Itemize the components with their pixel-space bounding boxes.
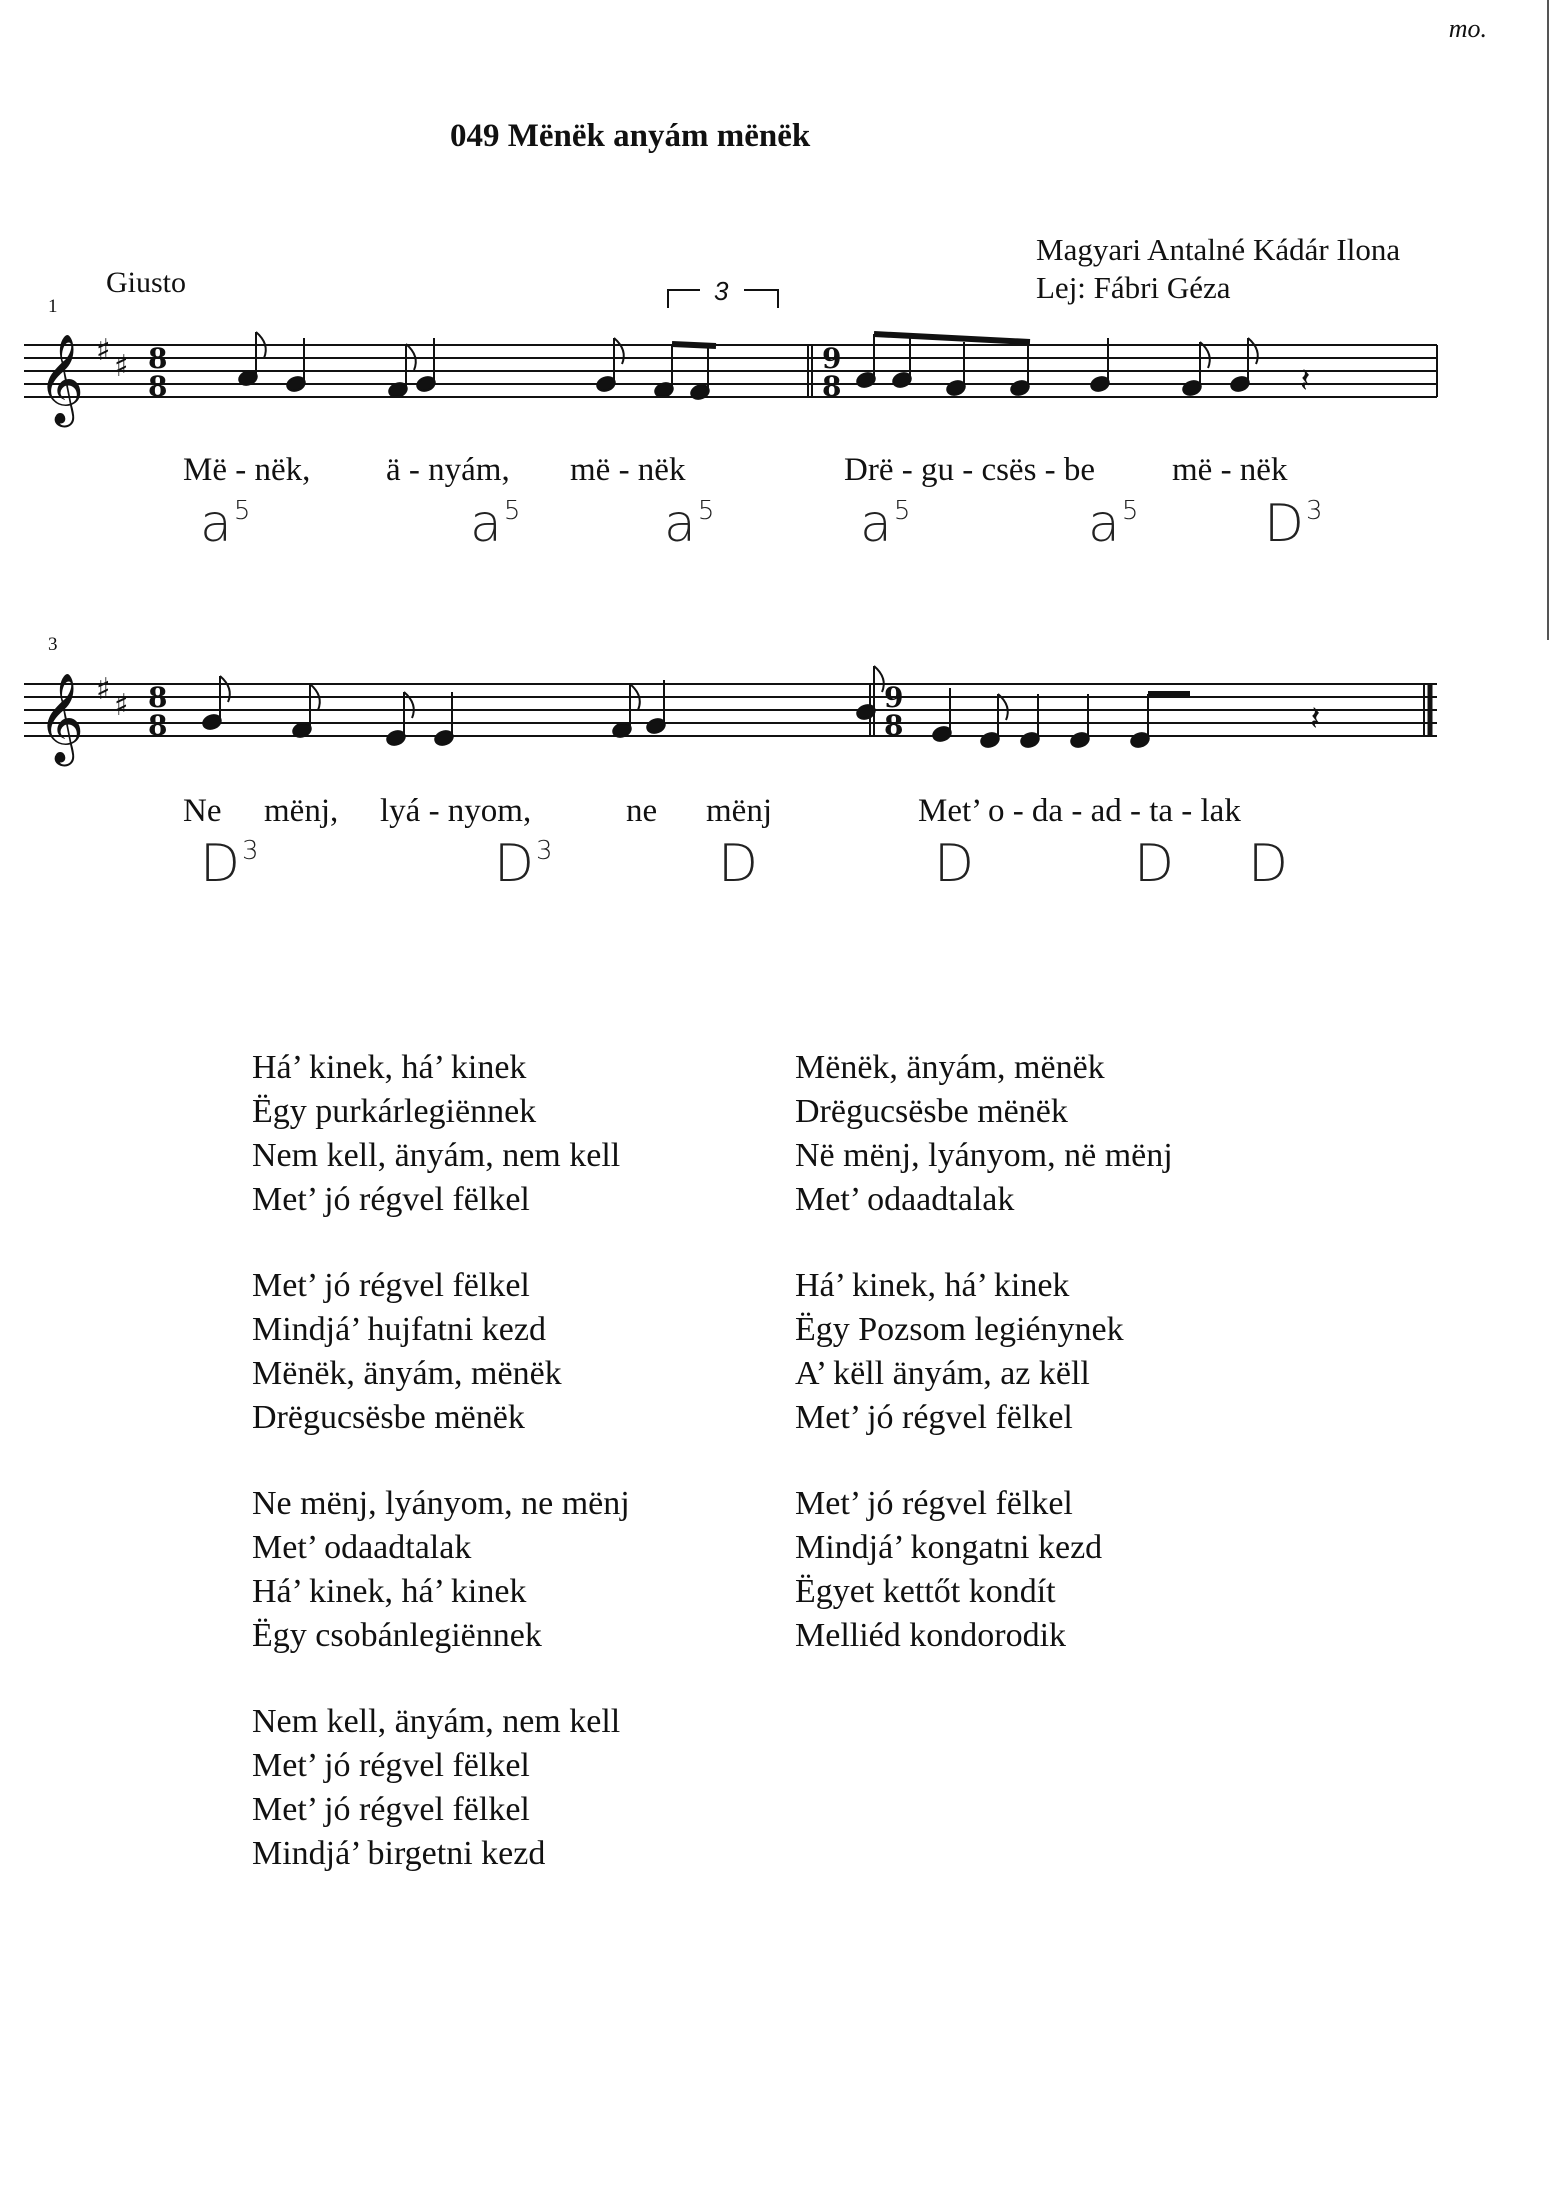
lyric-syllable: më - nëk <box>1172 452 1288 488</box>
sharp-icon: ♯ <box>96 333 111 368</box>
stanza <box>252 1046 630 1222</box>
note-flag <box>220 676 230 702</box>
note-flag <box>1248 338 1258 364</box>
performer-credit: Magyari Antalné Kádár Ilona <box>1036 232 1401 267</box>
staff-line-1 <box>24 345 1437 397</box>
chord-symbol: D <box>718 834 759 894</box>
chord-symbol: $a^5$ <box>860 494 911 554</box>
verse-line: Mënëk, änyám, mënëk <box>252 1355 562 1392</box>
lyric-syllable: Më - nëk, <box>183 452 311 488</box>
verse-line: Há’ kinek, há’ kinek <box>252 1049 527 1086</box>
stanza <box>795 1046 1173 1222</box>
verse-line: Ëgy csobánlegiënnek <box>252 1617 542 1654</box>
verse-line: Met’ odaadtalak <box>252 1529 472 1566</box>
verse-line: Ëgy purkárlegiënnek <box>252 1093 537 1130</box>
chord-symbol: $a^5$ <box>470 494 521 554</box>
stanza <box>252 1264 630 1440</box>
verse-line: Melliéd kondorodik <box>795 1617 1067 1654</box>
lyric-syllable: mënj <box>706 793 772 829</box>
verse-line: Mindjá’ kongatni kezd <box>795 1529 1103 1566</box>
time-signature: 8 <box>822 370 842 403</box>
sharp-icon: ♯ <box>114 688 129 723</box>
staff-line-2 <box>24 684 1437 736</box>
verse-line: Mënëk, änyám, mënëk <box>795 1049 1105 1086</box>
verse-line: Met’ jó régvel fëlkel <box>252 1791 530 1828</box>
stanza <box>795 1482 1173 1658</box>
chord-symbol: $D^3$ <box>494 834 553 894</box>
time-signature: 9 <box>884 681 904 714</box>
note-flag <box>614 338 624 364</box>
lyric-syllable: ne <box>626 793 658 829</box>
verse-column-right <box>795 1046 1173 1658</box>
chord-symbol: $a^5$ <box>1088 494 1139 554</box>
verse-line: Ëgy Pozsom legiénynek <box>795 1311 1124 1348</box>
time-signature: 9 <box>822 342 842 375</box>
tuplet-number: 3 <box>714 276 729 306</box>
time-signature: 8 <box>148 681 168 714</box>
note-beam <box>874 334 1030 342</box>
time-signature: 8 <box>884 709 904 742</box>
lyric-syllable: ä - nyám, <box>386 452 510 488</box>
quarter-rest-icon: 𝄽 <box>1310 699 1321 739</box>
verse-line: Met’ jó régvel fëlkel <box>252 1747 530 1784</box>
verse-line: Há’ kinek, há’ kinek <box>252 1573 527 1610</box>
time-signature: 8 <box>148 709 168 742</box>
chord-symbol: $a^5$ <box>200 494 251 554</box>
verse-line: Met’ odaadtalak <box>795 1181 1015 1218</box>
time-signature: 8 <box>148 342 168 375</box>
time-signature: 8 <box>148 370 168 403</box>
note-flag <box>874 666 884 692</box>
stanza <box>795 1264 1173 1440</box>
lyric-syllable: lyá - nyom, <box>380 793 532 829</box>
note-flag <box>404 692 414 718</box>
verse-line: Met’ jó régvel fëlkel <box>252 1267 530 1304</box>
chord-symbol: D <box>1134 834 1175 894</box>
treble-clef-icon: 𝄞 <box>38 673 85 763</box>
verse-line: Drëgucsësbe mënëk <box>795 1093 1068 1130</box>
verse-line: Nem kell, änyám, nem kell <box>252 1703 621 1740</box>
verse-line: A’ këll änyám, az këll <box>795 1355 1090 1392</box>
verse-line: Drëgucsësbe mënëk <box>252 1399 525 1436</box>
verse-line: Met’ jó régvel fëlkel <box>252 1181 530 1218</box>
lyric-syllable: më - nëk <box>570 452 686 488</box>
verse-line: Ëgyet kettőt kondít <box>795 1573 1056 1610</box>
chord-symbol: $D^3$ <box>1264 494 1323 554</box>
verse-line: Nem kell, änyám, nem kell <box>252 1137 621 1174</box>
lyric-syllable: Drë - gu - csës - be <box>844 452 1096 488</box>
verse-line: Mindjá’ birgetni kezd <box>252 1835 546 1872</box>
treble-clef-icon: 𝄞 <box>38 334 85 424</box>
tempo-marking: Giusto <box>106 266 187 299</box>
measure-number: 1 <box>48 296 58 317</box>
verse-line: Há’ kinek, há’ kinek <box>795 1267 1070 1304</box>
stanza <box>252 1700 630 1876</box>
lyric-syllable: Met’ o - da - ad - ta - lak <box>918 793 1241 829</box>
chord-symbol: D <box>934 834 975 894</box>
note-beam <box>672 344 716 346</box>
transcriber-credit: Lej: Fábri Géza <box>1036 270 1231 305</box>
measure-number: 3 <box>48 634 58 655</box>
verse-line: Met’ jó régvel fëlkel <box>795 1399 1073 1436</box>
chord-symbol: $D^3$ <box>200 834 259 894</box>
tuplet-label <box>716 278 717 279</box>
sharp-icon: ♯ <box>96 672 111 707</box>
verse-line: Ne mënj, lyányom, ne mënj <box>252 1485 630 1522</box>
quarter-rest-icon: 𝄽 <box>1300 361 1311 401</box>
verse-line: Mindjá’ hujfatni kezd <box>252 1311 546 1348</box>
stanza <box>252 1482 630 1658</box>
lyric-syllable: mënj, <box>264 793 339 829</box>
lyric-syllable: Ne <box>183 793 222 829</box>
chord-symbol: $a^5$ <box>664 494 715 554</box>
song-title: 049 Mënëk anyám mënëk <box>450 118 811 154</box>
chord-symbol: D <box>1248 834 1289 894</box>
verse-line: Në mënj, lyányom, në mënj <box>795 1137 1173 1174</box>
sharp-icon: ♯ <box>114 349 129 384</box>
verse-column-left <box>252 1046 630 1876</box>
verse-line: Met’ jó régvel fëlkel <box>795 1485 1073 1522</box>
corner-mark: mo. <box>1448 14 1487 43</box>
